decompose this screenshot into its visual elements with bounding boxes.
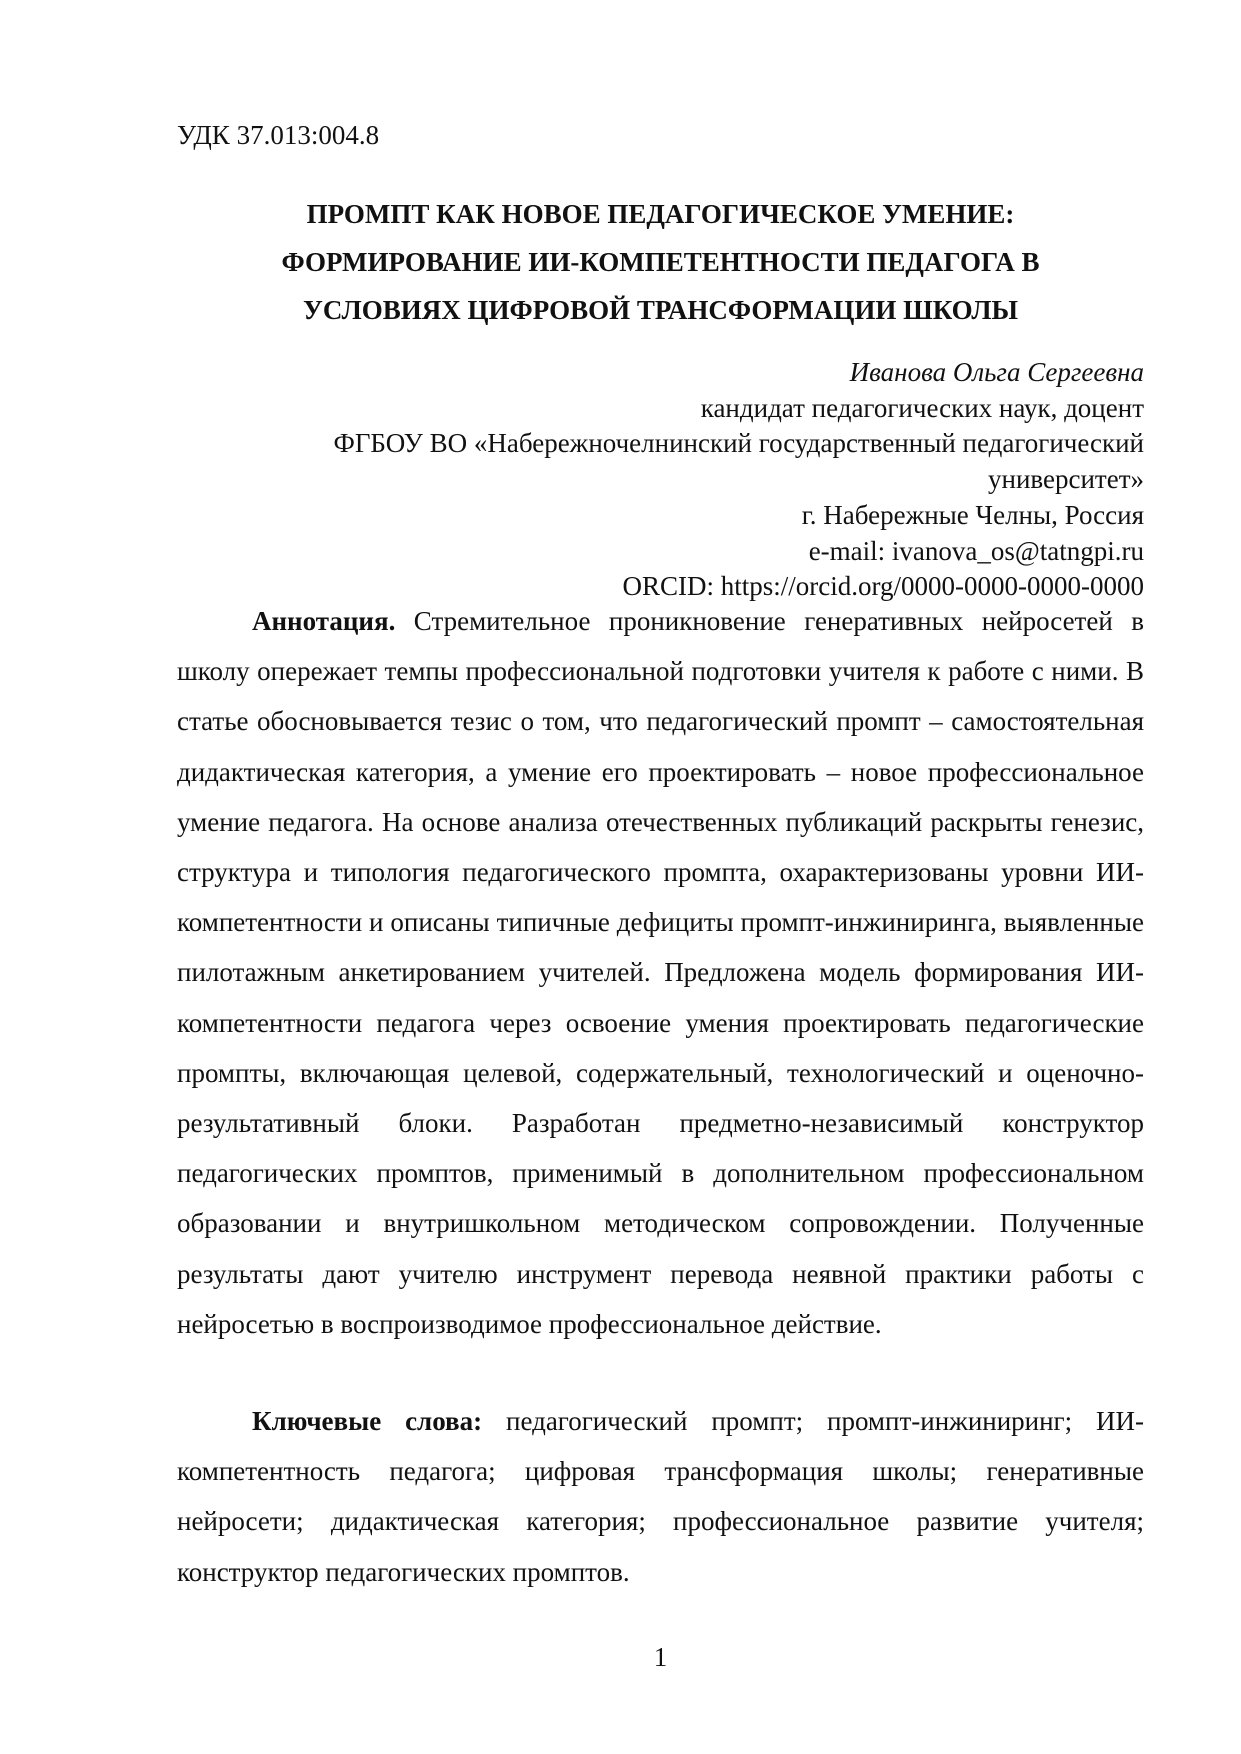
udk-code: УДК 37.013:004.8: [177, 120, 380, 150]
author-info: [177, 355, 1144, 605]
keywords-text: педагогический промпт; промпт-инжиниринг; ИИ-компетентность педагога; цифровая трансформация школы; генеративные нейросети; дидактическая категория; профессиональное развитие учителя; конструктор педагогических промптов.: [177, 1406, 1145, 1587]
author-affiliation-line-2: университет»: [988, 464, 1144, 495]
author-city: г. Набережные Челны, Россия: [801, 499, 1144, 530]
article-title: [177, 190, 1144, 334]
title-line-1: ПРОМПТ КАК НОВОЕ ПЕДАГОГИЧЕСКОЕ УМЕНИЕ:: [306, 199, 1015, 229]
title-line-3: УСЛОВИЯХ ЦИФРОВОЙ ТРАНСФОРМАЦИИ ШКОЛЫ: [303, 295, 1018, 325]
page-number: 1: [653, 1642, 668, 1672]
author-email: e-mail: ivanova_os@tatngpi.ru: [808, 535, 1144, 566]
author-name: Иванова Ольга Сергеевна: [849, 357, 1144, 387]
keywords-label: Ключевые слова:: [252, 1406, 483, 1436]
abstract-label: Аннотация.: [252, 606, 396, 636]
abstract-text: Стремительное проникновение генеративных нейросетей в школу опережает темпы профессиональной подготовки учителя к работе с ними. В статье обосновывается тезис о том, что педагогический промпт – самостоятельная дидактическая категория, а умение его проектировать – новое профессиональное умение педагога. На основе анализа отечественных публикаций раскрыты генезис, структура и типология педагогического промпта, охарактеризованы уровни ИИ-компетентности и описаны типичные дефициты промпт-инжиниринга, выявленные пилотажным анкетированием учителей. Предложена модель формирования ИИ-компетентности педагога через освоение умения проектировать педагогические промпты, включающая целевой, содержательный, технологический и оценочно-результативный блоки. Разработан предметно-независимый конструктор педагогических промптов, применимый в дополнительном профессиональном образовании и внутришкольном методическом сопровождении. Полученные результаты дают учителю инструмент перевода неявной практики работы с нейросетью в воспроизводимое профессиональное действие.: [177, 606, 1144, 1339]
author-orcid: ORCID: https://orcid.org/0000-0000-0000-0000: [622, 571, 1144, 602]
abstract-paragraph: [177, 596, 1144, 1349]
keywords-paragraph: [177, 1396, 1144, 1597]
author-affiliation-line-1: ФГБОУ ВО «Набережночелнинский государственный педагогический: [333, 428, 1144, 459]
author-degree: кандидат педагогических наук, доцент: [700, 392, 1144, 423]
title-line-2: ФОРМИРОВАНИЕ ИИ-КОМПЕТЕНТНОСТИ ПЕДАГОГА В: [281, 247, 1040, 277]
